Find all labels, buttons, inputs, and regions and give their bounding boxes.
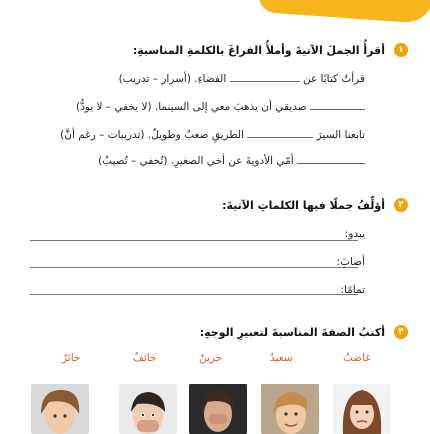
sentence-2-blank[interactable] [310,109,365,110]
decorative-paint-splash [257,0,430,24]
question-number-2: ٢ [394,198,408,212]
answer-line-1[interactable] [30,240,358,241]
adjective-sad: حزينٌ [199,352,223,364]
sentence-3-after: الطريقِ صعبٌ وطويلٌ. (تدريبات – رغم أنَّ) [60,129,245,141]
adjective-confused: حائرٌ [62,352,81,364]
sentence-4-blank[interactable] [297,163,365,164]
adjective-happy: سعيدٌ [270,352,293,364]
question-number-3: ٣ [394,325,408,339]
word-label-1: يبدو: [344,228,365,240]
answer-line-3[interactable] [30,294,358,295]
sentence-1-blank[interactable] [230,81,300,82]
sentence-1-after: الفضاءِ. (أسرار – تدريب) [118,73,227,85]
sentence-1 [119,73,365,85]
sentence-4-before: أمّي الأدويةَ عن أخي الصغيرِ. (تُخفي – تُصيبُ) [98,155,294,167]
question-3-title: أكتبُ الصفةَ المناسبةَ لتعبيرِ الوجهِ: [199,326,385,339]
answer-line-2[interactable] [30,267,358,268]
face-photo-2 [261,384,319,434]
question-1-title: أقرأُ الجملَ الآتيةَ وأملأُ الفراغَ بالكلمةِ المناسبةِ: [132,44,385,57]
face-photo-5 [31,384,89,434]
question-number-1: ١ [394,43,408,57]
face-photo-4 [119,384,177,434]
sentence-4 [98,155,365,167]
face-photo-1 [333,384,391,434]
sentence-2 [76,101,365,113]
sentence-1-before: قرأتُ كتابًا عن [302,73,365,85]
sentence-3 [60,129,365,141]
word-label-3: تمامًا: [340,284,365,296]
word-label-2: أصابَ: [336,256,365,268]
sentence-3-before: تابعنا السيرَ [316,129,365,141]
face-photo-3 [189,384,247,434]
sentence-2-after: صديقي أن يذهبَ معي إلى السينما. (لا يخفي – لا يودُّ) [76,101,307,113]
question-2-title: أؤلِّفُ جملًا فيها الكلماتِ الآتيةَ: [222,199,385,212]
adjective-angry: غاضبٌ [343,352,371,364]
adjective-scared: خائفٌ [133,352,157,364]
sentence-3-blank[interactable] [247,137,313,138]
